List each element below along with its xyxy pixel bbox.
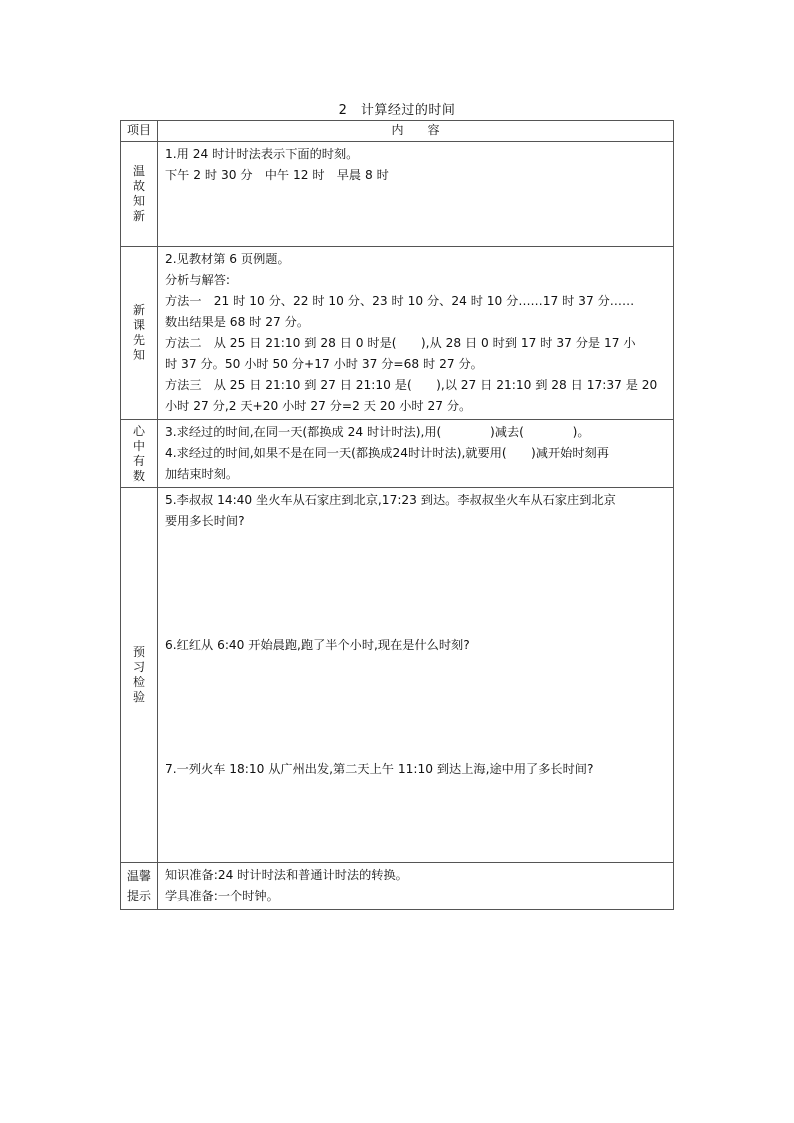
question-6: 6.红红从 6:40 开始晨跑,跑了半个小时,现在是什么时刻?	[165, 638, 470, 652]
text-line: 方法三 从 25 日 21:10 到 27 日 21:10 是( ),以 27 日 21:10 到 28 日 17:37 是 20	[165, 378, 658, 392]
text-line: 方法一 21 时 10 分、22 时 10 分、23 时 10 分、24 时 10 分……17 时 37 分……	[165, 294, 635, 308]
row-label-preview: 预习检验	[132, 645, 145, 704]
row-label-cell	[121, 142, 158, 247]
row-label-cell	[121, 420, 158, 488]
text-line: 1.用 24 时计时法表示下面的时刻。	[165, 147, 359, 161]
row-content-newlesson	[158, 247, 674, 420]
question-5-line: 5.李叔叔 14:40 坐火车从石家庄到北京,17:23 到达。李叔叔坐火车从石家庄到北京	[165, 493, 616, 507]
row-label-tips-bottom: 提示	[126, 889, 151, 903]
row-content-tips	[158, 863, 674, 910]
table-header-row	[121, 121, 674, 142]
header-item: 项目	[121, 121, 158, 142]
text-line: 方法二 从 25 日 21:10 到 28 日 0 时是( ),从 28 日 0 时到 17 时 37 分是 17 小	[165, 336, 636, 350]
text-line: 学具准备:一个时钟。	[165, 889, 279, 903]
row-newlesson	[121, 247, 674, 420]
text-line: 下午 2 时 30 分 中午 12 时 早晨 8 时	[165, 168, 389, 182]
text-line: 2.见教材第 6 页例题。	[165, 252, 290, 266]
row-content-preview	[158, 488, 674, 863]
row-tips	[121, 863, 674, 910]
worksheet-table	[120, 120, 674, 910]
answer-space-5[interactable]	[165, 532, 669, 635]
row-content-mind	[158, 420, 674, 488]
row-label-cell	[121, 863, 158, 910]
question-5-line: 要用多长时间?	[165, 514, 245, 528]
row-label-mind: 心中有数	[132, 423, 145, 483]
row-review	[121, 142, 674, 247]
row-label-cell	[121, 247, 158, 420]
row-label-cell	[121, 488, 158, 863]
answer-space-7[interactable]	[165, 780, 669, 860]
question-7: 7.一列火车 18:10 从广州出发,第二天上午 11:10 到达上海,途中用了多长时间?	[165, 762, 594, 776]
text-line: 3.求经过的时间,在同一天(都换成 24 时计时法),用( )减去( )。	[165, 425, 590, 439]
page-title: 2 计算经过的时间	[338, 103, 456, 118]
answer-space-6[interactable]	[165, 656, 669, 759]
row-content-review	[158, 142, 674, 247]
text-line: 4.求经过的时间,如果不是在同一天(都换成24时计时法),就要用( )减开始时刻再	[165, 446, 609, 460]
text-line: 加结束时刻。	[165, 467, 239, 481]
row-mind	[121, 420, 674, 488]
text-line: 知识准备:24 时计时法和普通计时法的转换。	[165, 868, 408, 882]
row-preview	[121, 488, 674, 863]
header-content: 内 容	[158, 121, 674, 142]
row-label-tips-top: 温馨	[126, 869, 151, 883]
text-line: 小时 27 分,2 天+20 小时 27 分=2 天 20 小时 27 分。	[165, 399, 472, 413]
row-label-newlesson: 新课先知	[132, 303, 145, 362]
text-line: 分析与解答:	[165, 273, 231, 287]
text-line: 数出结果是 68 时 27 分。	[165, 315, 310, 329]
text-line: 时 37 分。50 小时 50 分+17 小时 37 分=68 时 27 分。	[165, 357, 483, 371]
row-label-review: 温故知新	[132, 164, 145, 223]
